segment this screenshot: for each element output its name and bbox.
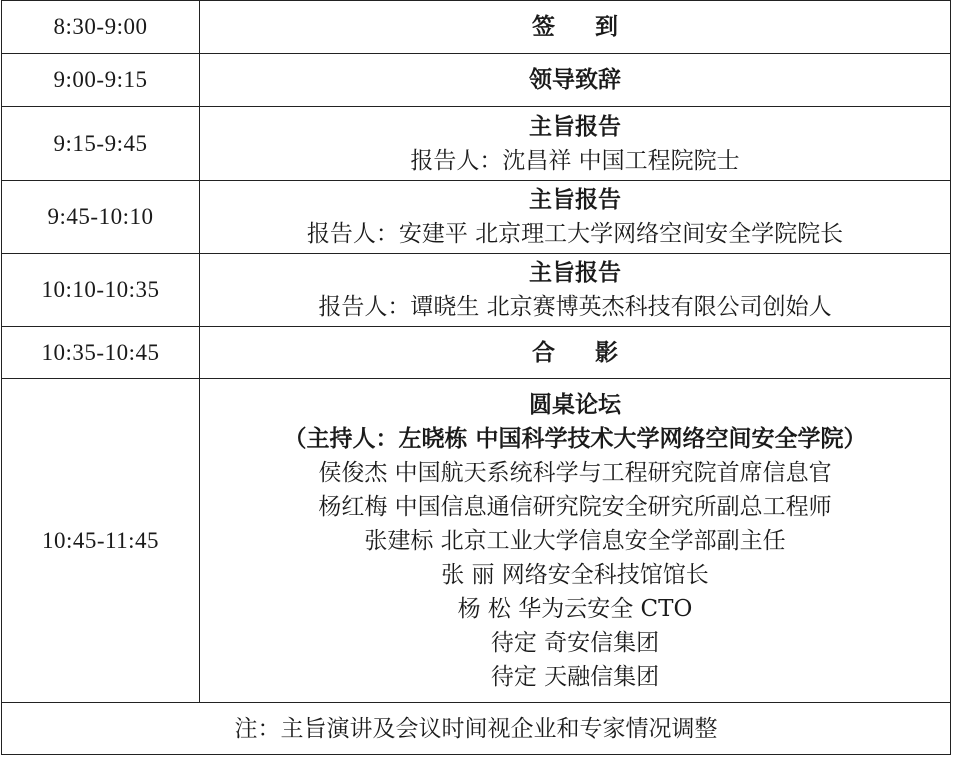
panelist-line: 待定 奇安信集团 — [490, 629, 660, 656]
panelist-line: 杨 松 华为云安全 CTO — [457, 595, 693, 622]
panelist-line: 侯俊杰 中国航天系统科学与工程研究院首席信息官 — [318, 459, 832, 486]
speaker-line: 报告人：沈昌祥 中国工程院院士 — [410, 147, 740, 174]
agenda-row — [2, 379, 951, 703]
speaker-line: 报告人：安建平 北京理工大学网络空间安全学院院长 — [306, 221, 844, 247]
agenda-title: 合影 — [532, 338, 658, 366]
agenda-table — [1, 0, 951, 755]
agenda-time: 10:45-11:45 — [2, 379, 200, 703]
agenda-time: 9:15-9:45 — [2, 107, 200, 181]
panelist-line: 杨红梅 中国信息通信研究院安全研究所副总工程师 — [318, 493, 832, 520]
agenda-time: 10:10-10:35 — [2, 254, 200, 327]
agenda-row — [2, 107, 951, 181]
agenda-row — [2, 327, 951, 379]
agenda-title: 主旨报告 — [529, 186, 621, 213]
note-text: 注：主旨演讲及会议时间视企业和专家情况调整 — [2, 703, 951, 755]
host-line: （主持人：左晓栋 中国科学技术大学网络空间安全学院） — [283, 424, 867, 452]
panelist-line: 张建标 北京工业大学信息安全学部副主任 — [364, 527, 786, 554]
agenda-row — [2, 254, 951, 327]
agenda-row — [2, 1, 951, 54]
agenda-time: 9:45-10:10 — [2, 181, 200, 254]
agenda-title: 圆桌论坛 — [529, 390, 621, 418]
agenda-title: 签到 — [532, 13, 658, 40]
agenda-row — [2, 181, 951, 254]
note-row — [2, 703, 951, 755]
agenda-title: 领导致辞 — [529, 66, 621, 93]
agenda-title: 主旨报告 — [529, 259, 621, 286]
speaker-line: 报告人：谭晓生 北京赛博英杰科技有限公司创始人 — [318, 294, 832, 320]
agenda-item — [200, 327, 951, 379]
agenda-item — [200, 54, 951, 107]
agenda-item — [200, 107, 951, 181]
panelist-line: 待定 天融信集团 — [490, 663, 660, 690]
panelist-line: 张 丽 网络安全科技馆馆长 — [441, 561, 709, 588]
agenda-item — [200, 379, 951, 703]
agenda-time: 9:00-9:15 — [2, 54, 200, 107]
agenda-time: 10:35-10:45 — [2, 327, 200, 379]
agenda-title: 主旨报告 — [529, 112, 621, 140]
agenda-row — [2, 54, 951, 107]
agenda-item — [200, 181, 951, 254]
agenda-item — [200, 1, 951, 54]
agenda-time: 8:30-9:00 — [2, 1, 200, 54]
agenda-item — [200, 254, 951, 327]
